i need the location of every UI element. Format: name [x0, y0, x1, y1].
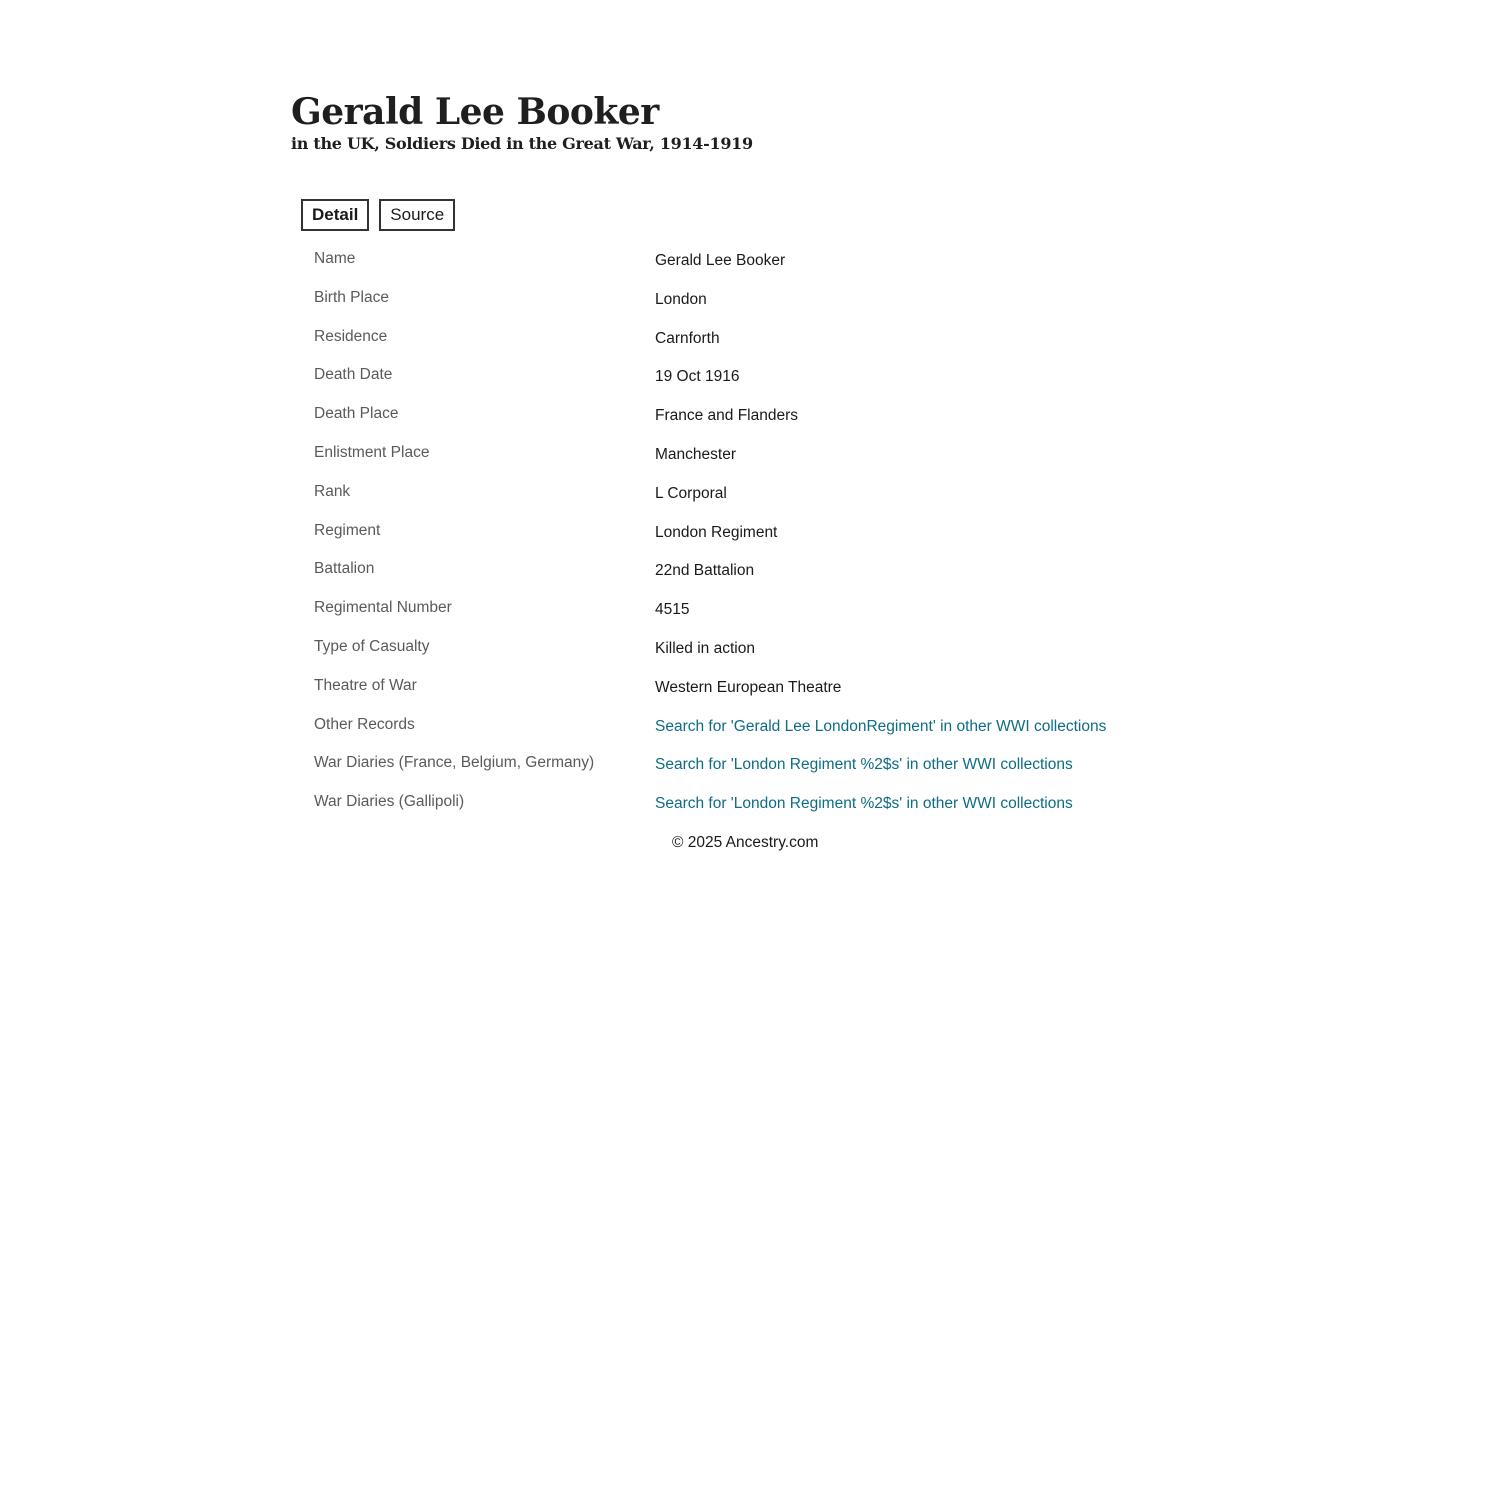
- field-value: Carnforth: [655, 329, 720, 347]
- tab-detail[interactable]: Detail: [301, 199, 369, 231]
- record-row-other-records: [314, 713, 1214, 752]
- war-diaries-gallipoli-search-link[interactable]: Search for 'London Regiment %2$s' in other WWI collections: [655, 795, 1073, 813]
- record-row-battalion: [314, 557, 1214, 596]
- field-label: Regimental Number: [314, 599, 452, 617]
- field-value: Western European Theatre: [655, 678, 842, 696]
- record-row-theatre-of-war: [314, 674, 1214, 713]
- field-value: L Corporal: [655, 484, 727, 502]
- field-label: Residence: [314, 327, 388, 345]
- record-row-name: [314, 247, 1214, 286]
- record-row-regimental-number: [314, 596, 1214, 635]
- collection-subtitle: in the UK, Soldiers Died in the Great War, 1914-1919: [291, 134, 753, 153]
- field-label: Regiment: [314, 521, 381, 539]
- field-value: France and Flanders: [655, 407, 799, 425]
- war-diaries-france-search-link[interactable]: Search for 'London Regiment %2$s' in other WWI collections: [655, 756, 1073, 774]
- tab-source[interactable]: Source: [379, 199, 455, 231]
- field-label: Other Records: [314, 715, 415, 733]
- other-records-search-link[interactable]: Search for 'Gerald Lee LondonRegiment' in other WWI collections: [655, 717, 1107, 735]
- field-label: Rank: [314, 482, 351, 500]
- field-label: Theatre of War: [314, 676, 417, 694]
- record-row-war-diaries-gallipoli: [314, 790, 1214, 829]
- record-row-rank: [314, 480, 1214, 519]
- field-value: Gerald Lee Booker: [655, 252, 786, 269]
- record-row-war-diaries-france: [314, 751, 1214, 790]
- copyright-footer: © 2025 Ancestry.com: [672, 834, 819, 851]
- field-label: Enlistment Place: [314, 443, 430, 461]
- field-value: 4515: [655, 601, 690, 619]
- field-label: Death Date: [314, 366, 393, 384]
- field-label: War Diaries (France, Belgium, Germany): [314, 754, 595, 772]
- record-row-enlistment-place: [314, 441, 1214, 480]
- field-label: Battalion: [314, 560, 375, 578]
- tab-bar: [301, 199, 455, 231]
- record-row-type-of-casualty: [314, 635, 1214, 674]
- record-row-death-place: [314, 402, 1214, 441]
- field-value: London: [655, 290, 707, 308]
- field-value: London Regiment: [655, 523, 778, 541]
- record-details-table: [314, 247, 1214, 829]
- record-row-birth-place: [314, 286, 1214, 325]
- field-value: 22nd Battalion: [655, 562, 755, 580]
- field-label: Death Place: [314, 405, 399, 423]
- field-label: Birth Place: [314, 288, 389, 306]
- field-label: War Diaries (Gallipoli): [314, 793, 465, 811]
- field-value: Manchester: [655, 445, 736, 463]
- field-label: Name: [314, 250, 356, 267]
- field-value: 19 Oct 1916: [655, 368, 740, 386]
- record-row-residence: [314, 325, 1214, 364]
- field-label: Type of Casualty: [314, 637, 430, 655]
- field-value: Killed in action: [655, 639, 755, 657]
- page-title: Gerald Lee Booker: [291, 91, 659, 133]
- record-row-regiment: [314, 519, 1214, 558]
- record-row-death-date: [314, 363, 1214, 402]
- record-header: [291, 90, 753, 154]
